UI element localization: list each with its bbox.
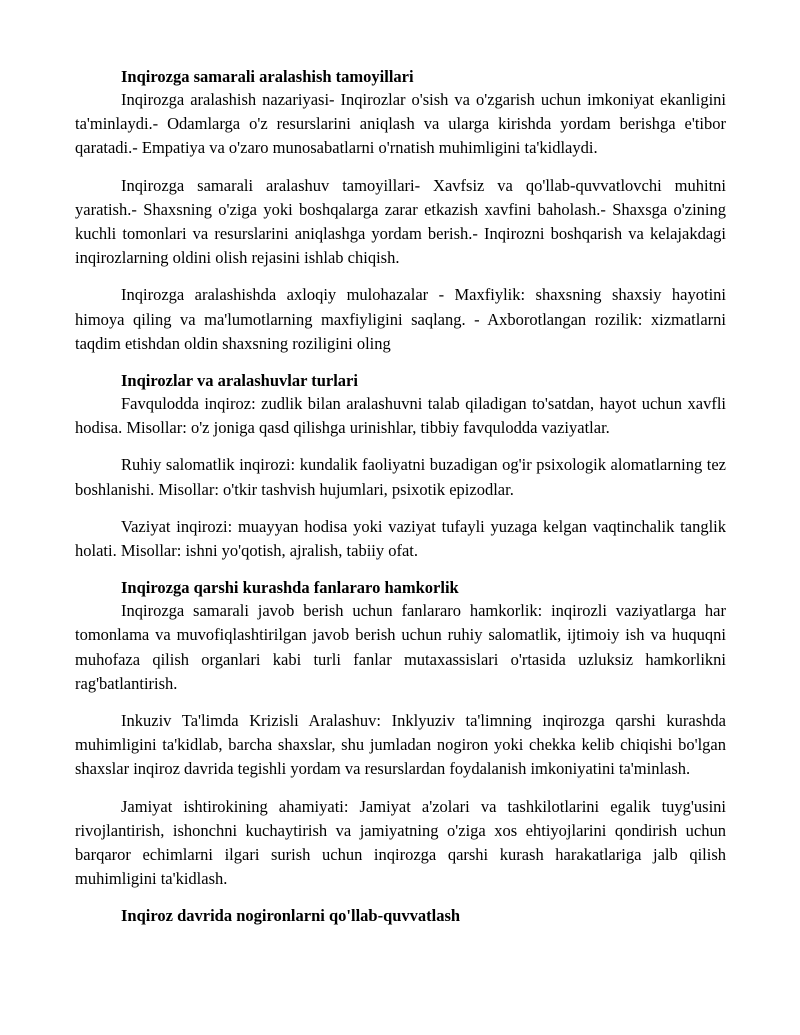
paragraph: Inqirozga samarali aralashuv tamoyillari- Xavfsiz va qo'llab-quvvatlovchi muhitni yaratish.- Shaxsning o'ziga yoki boshqalarga zarar etkazish xavfini baholash.- Shaxsga o'zining kuchli tomonlari va resurslarini aniqlashga yordam berish.- Inqirozni boshqarish va kelajakdagi inqirozlarning oldini olish rejasini ishlab chiqish. <box>75 175 726 268</box>
paragraph: Inqirozga aralashish nazariyasi- Inqirozlar o'sish va o'zgarish uchun imkoniyat ekanligini ta'minlaydi.- Odamlarga o'z resurslarini aniqlash va ularga kirishda yordam berishga e'tibor qaratadi.- Empatiya va o'zaro munosabatlarni o'rnatish muhimligini ta'kidlaydi. <box>75 90 726 158</box>
paragraph: Jamiyat ishtirokining ahamiyati: Jamiyat a'zolari va tashkilotlarini egalik tuyg'usini rivojlantirish, ishonchni kuchaytirish va jamiyatning o'ziga xos ehtiyojlarini qondirish uchun barqaror echimlarni ilgari surish uchun inqirozga qarshi kurash harakatlariga jalb qilish muhimligini ta'kidlash. <box>75 796 726 889</box>
document-page <box>75 66 726 927</box>
section-heading: Inqirozlar va aralashuvlar turlari <box>121 371 358 391</box>
section-heading: Inqirozga qarshi kurashda fanlararo hamkorlik <box>121 578 459 598</box>
paragraph: Inqirozga samarali javob berish uchun fanlararo hamkorlik: inqirozli vaziyatlarga har tomonlama va muvofiqlashtirilgan javob berish uchun ruhiy salomatlik, ijtimoiy ish va huquqni muhofaza qilish organlari kabi turli fanlar mutaxassislari o'rtasida uzluksiz hamkorlikni rag'batlantirish. <box>75 601 726 693</box>
paragraph: Favqulodda inqiroz: zudlik bilan aralashuvni talab qiladigan to'satdan, hayot uchun xavfli hodisa. Misollar: o'z joniga qasd qilishga urinishlar, tibbiy favqulodda vaziyatlar. <box>75 394 726 438</box>
paragraph: Inkuziv Ta'limda Krizisli Aralashuv: Inklyuziv ta'limning inqirozga qarshi kurashda muhimligini ta'kidlab, barcha shaxslar, shu jumladan nogiron yoki chekka kelib chiqishi bo'lgan shaxslar inqiroz davrida tegishli yordam va resurslardan foydalanish imkoniyatini ta'minlash. <box>75 711 726 779</box>
paragraph: Inqirozga aralashishda axloqiy mulohazalar - Maxfiylik: shaxsning shaxsiy hayotini himoya qiling va ma'lumotlarning maxfiyligini saqlang. - Axborotlangan rozilik: xizmatlarni taqdim etishdan oldin shaxsning roziligini oling <box>75 285 726 353</box>
paragraph: Vaziyat inqirozi: muayyan hodisa yoki vaziyat tufayli yuzaga kelgan vaqtinchalik tanglik holati. Misollar: ishni yo'qotish, ajralish, tabiiy ofat. <box>75 516 726 561</box>
section-heading: Inqirozga samarali aralashish tamoyillari <box>121 67 414 86</box>
paragraph: Ruhiy salomatlik inqirozi: kundalik faoliyatni buzadigan og'ir psixologik alomatlarning tez boshlanishi. Misollar: o'tkir tashvish hujumlari, psixotik epizodlar. <box>75 455 726 499</box>
section-heading: Inqiroz davrida nogironlarni qo'llab-quvvatlash <box>121 906 461 926</box>
